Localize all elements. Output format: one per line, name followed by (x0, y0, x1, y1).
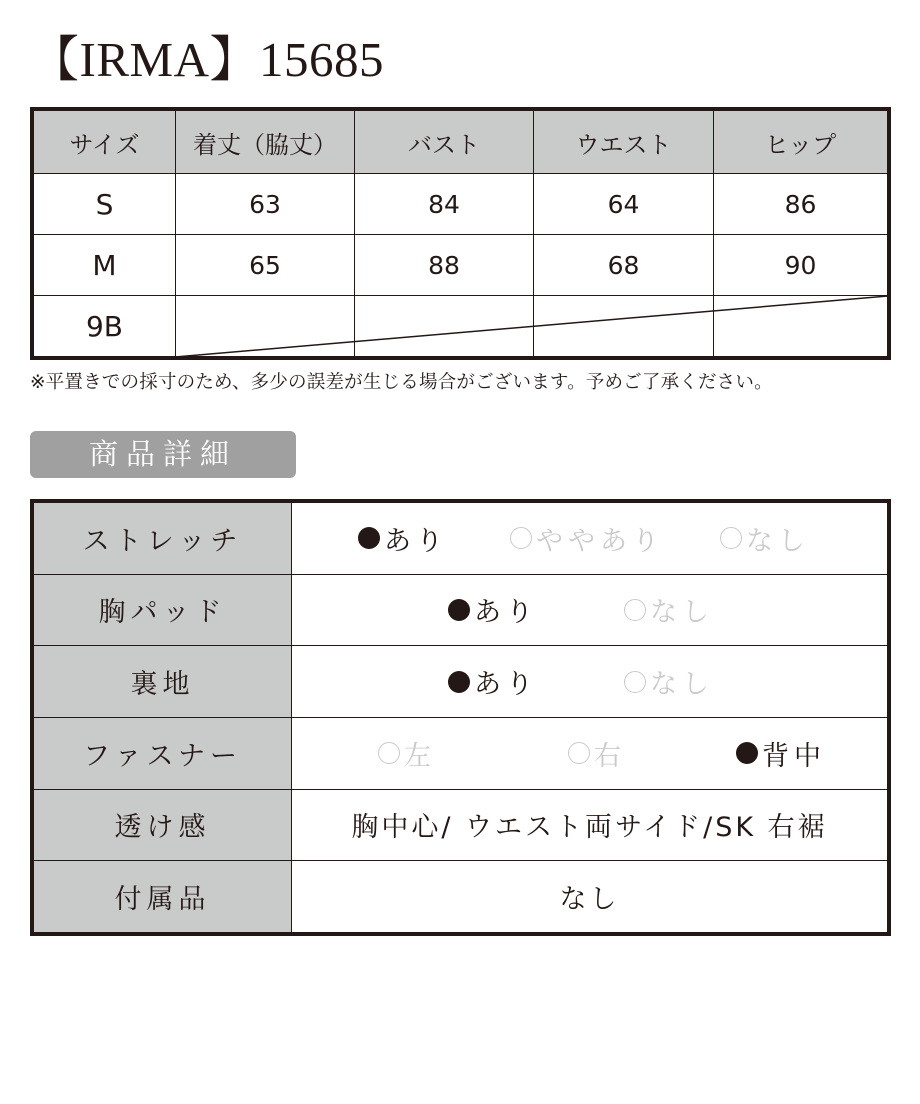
detail-table (30, 499, 891, 936)
stretch-option-yes (358, 519, 448, 558)
zipper-label: ファスナー (34, 717, 292, 789)
length-value: 65 (176, 235, 355, 296)
bust-value: 88 (355, 235, 534, 296)
size-label: 9B (34, 296, 176, 357)
stretch-options (292, 503, 888, 575)
length-value: 63 (176, 174, 355, 235)
empty-circle-icon (510, 527, 532, 549)
size-label: M (34, 235, 176, 296)
stretch-option-slight (510, 519, 664, 558)
accessories-label: 付属品 (34, 861, 292, 933)
waist-value (534, 296, 714, 357)
filled-circle-icon (448, 671, 470, 693)
size-table (30, 107, 891, 360)
waist-value: 68 (534, 235, 714, 296)
empty-circle-icon (624, 599, 646, 621)
stretch-label: ストレッチ (34, 503, 292, 575)
bust-value: 84 (355, 174, 534, 235)
hip-value (714, 296, 888, 357)
bust-pad-label: 胸パッド (34, 574, 292, 646)
empty-circle-icon (624, 671, 646, 693)
stretch-option-no (720, 519, 810, 558)
table-row (34, 174, 888, 235)
detail-row-lining (34, 646, 888, 718)
header-length: 着丈（脇丈） (176, 111, 355, 174)
detail-row-sheer (34, 789, 888, 861)
accessories-value: なし (292, 861, 888, 933)
filled-circle-icon (736, 742, 758, 764)
sheer-label: 透け感 (34, 789, 292, 861)
hip-value: 90 (714, 235, 888, 296)
empty-circle-icon (568, 742, 590, 764)
bust-pad-option-no (624, 590, 714, 629)
option-text: あり (384, 525, 448, 557)
option-text: 右 (594, 740, 626, 772)
filled-circle-icon (448, 599, 470, 621)
length-value (176, 296, 355, 357)
measurement-note: ※平置きでの採寸のため、多少の誤差が生じる場合がございます。予めご了承ください。 (30, 372, 773, 393)
option-text: 背中 (762, 740, 826, 772)
zipper-option-right (568, 734, 626, 773)
page-title: 【IRMA】15685 (30, 32, 384, 87)
zipper-option-back (736, 734, 826, 773)
table-row (34, 235, 888, 296)
bust-pad-option-yes (448, 590, 538, 629)
sheer-value: 胸中心/ ウエスト両サイド/SK 右裾 (292, 789, 888, 861)
empty-circle-icon (720, 527, 742, 549)
option-text: なし (746, 525, 810, 557)
hip-value: 86 (714, 174, 888, 235)
option-text: ややあり (536, 525, 664, 557)
header-waist: ウエスト (534, 111, 714, 174)
table-row (34, 296, 888, 357)
detail-row-accessories (34, 861, 888, 933)
zipper-options (292, 717, 888, 789)
detail-row-stretch (34, 503, 888, 575)
lining-option-yes (448, 662, 538, 701)
header-hip: ヒップ (714, 111, 888, 174)
empty-circle-icon (378, 742, 400, 764)
size-table-header-row (34, 111, 888, 174)
section-label: 商品詳細 (30, 431, 296, 478)
detail-row-zipper (34, 717, 888, 789)
filled-circle-icon (358, 527, 380, 549)
option-text: あり (474, 597, 538, 629)
lining-options (292, 646, 888, 718)
header-size: サイズ (34, 111, 176, 174)
header-bust: バスト (355, 111, 534, 174)
size-label: S (34, 174, 176, 235)
bust-pad-options (292, 574, 888, 646)
option-text: なし (650, 597, 714, 629)
waist-value: 64 (534, 174, 714, 235)
lining-option-no (624, 662, 714, 701)
option-text: あり (474, 669, 538, 701)
lining-label: 裏地 (34, 646, 292, 718)
zipper-option-left (378, 734, 436, 773)
bust-value (355, 296, 534, 357)
option-text: 左 (404, 740, 436, 772)
detail-row-bust-pad (34, 574, 888, 646)
option-text: なし (650, 669, 714, 701)
